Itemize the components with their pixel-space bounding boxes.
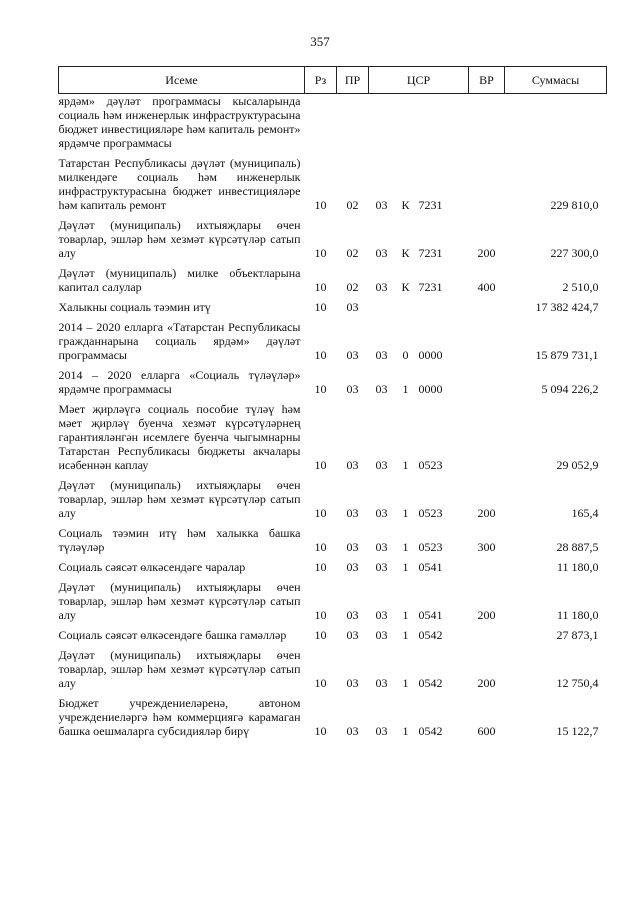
header-rz: Рз xyxy=(305,67,337,94)
row-vr: 600 xyxy=(477,724,496,738)
row-rz: 10 xyxy=(314,724,327,738)
row-amount: 165,4 xyxy=(571,506,599,520)
row-csr-direction: 0000 xyxy=(418,382,443,396)
row-csr-subprogram: 1 xyxy=(402,628,409,642)
row-csr-direction: 7231 xyxy=(418,198,443,212)
row-csr-direction: 0523 xyxy=(418,506,443,520)
row-name: Татарстан Республикасы дәүләт (муниципаль) милкендәге социаль һәм инженерлык инфраструктурасына бюджет инвестицияләре һәм капиталь ремонт xyxy=(58,156,301,212)
table-row xyxy=(59,402,607,472)
row-rz: 10 xyxy=(314,608,327,622)
row-csr-program: 03 xyxy=(375,506,388,520)
row-pr: 03 xyxy=(346,300,359,314)
row-rz: 10 xyxy=(314,198,327,212)
row-csr-subprogram xyxy=(395,94,417,151)
row-csr-direction: 7231 xyxy=(418,246,443,260)
row-csr-program: 03 xyxy=(375,724,388,738)
table-row xyxy=(59,300,607,314)
row-csr-direction: 7231 xyxy=(418,280,443,294)
header-name: Исеме xyxy=(59,67,305,94)
row-csr-direction xyxy=(417,300,469,314)
page-number: 357 xyxy=(310,34,330,49)
row-amount: 11 180,0 xyxy=(556,560,599,574)
row-amount: 29 052,9 xyxy=(556,458,599,472)
row-vr: 300 xyxy=(477,540,496,554)
row-csr-subprogram: К xyxy=(401,280,410,294)
row-vr xyxy=(469,300,505,314)
row-vr: 200 xyxy=(477,676,496,690)
table-row xyxy=(59,696,607,738)
row-vr xyxy=(469,156,505,212)
row-csr-subprogram: 1 xyxy=(402,540,409,554)
row-csr-direction: 0000 xyxy=(418,348,443,362)
row-csr-program: 03 xyxy=(375,382,388,396)
row-amount: 5 094 226,2 xyxy=(541,382,599,396)
row-pr: 03 xyxy=(346,628,359,642)
row-csr-direction xyxy=(417,94,469,151)
row-csr-program: 03 xyxy=(375,280,388,294)
row-pr: 03 xyxy=(346,506,359,520)
row-amount: 17 382 424,7 xyxy=(535,300,599,314)
table-body xyxy=(59,94,607,739)
table-row xyxy=(59,526,607,554)
row-csr-program xyxy=(369,300,395,314)
header-pr: ПР xyxy=(337,67,369,94)
row-csr-subprogram: К xyxy=(401,198,410,212)
row-vr xyxy=(469,368,505,396)
row-name: Социаль сәясәт өлкәсендәге башка гамәлләр xyxy=(58,628,287,642)
row-vr: 200 xyxy=(477,246,496,260)
row-amount: 27 873,1 xyxy=(556,628,599,642)
row-rz: 10 xyxy=(314,382,327,396)
row-vr: 400 xyxy=(477,280,496,294)
row-csr-subprogram xyxy=(395,300,417,314)
header-vr: ВР xyxy=(469,67,505,94)
row-amount: 12 750,4 xyxy=(556,676,599,690)
row-name: Дәүләт (муниципаль) ихтыяҗлары өчен товарлар, эшләр һәм хезмәт күрсәтүләр сатып алу xyxy=(58,218,301,260)
table-row xyxy=(59,478,607,520)
row-pr: 02 xyxy=(346,198,359,212)
row-csr-direction: 0542 xyxy=(418,676,443,690)
row-csr-program: 03 xyxy=(375,246,388,260)
table-row xyxy=(59,648,607,690)
row-csr-subprogram: К xyxy=(401,246,410,260)
row-pr: 03 xyxy=(346,348,359,362)
row-pr: 03 xyxy=(346,676,359,690)
row-rz: 10 xyxy=(314,280,327,294)
row-rz: 10 xyxy=(314,628,327,642)
row-csr-program: 03 xyxy=(375,676,388,690)
row-name: 2014 – 2020 елларга «Татарстан Республикасы гражданнарына социаль ярдәм» дәүләт программасы xyxy=(58,320,301,362)
table-row xyxy=(59,368,607,396)
row-csr-direction: 0542 xyxy=(418,724,443,738)
row-name: ярдәм» дәүләт программасы кысаларында социаль һәм инженерлык инфраструктурасына бюджет инвестицияләре һәм капиталь ремонт» ярдәмче программасы xyxy=(58,94,301,150)
row-csr-program: 03 xyxy=(375,540,388,554)
row-pr: 02 xyxy=(346,280,359,294)
row-amount xyxy=(505,94,607,151)
row-name: Халыкны социаль тәэмин итү xyxy=(58,300,211,314)
row-name: Мәет җирләүгә социаль пособие түләү һәм мәет җирләү буенча хезмәт күрсәтүләрнең гарантияләнгән исемлеге буенча чыгымнарны Татарстан Республикасы бюджеты акчалары исәбеннән каплау xyxy=(58,402,301,472)
row-rz: 10 xyxy=(314,300,327,314)
row-rz xyxy=(305,94,337,151)
row-name: Социаль тәэмин итү һәм халыкка башка түләүләр xyxy=(58,526,301,554)
row-csr-program: 03 xyxy=(375,628,388,642)
row-amount: 15 879 731,1 xyxy=(535,348,599,362)
row-csr-subprogram: 1 xyxy=(402,676,409,690)
row-csr-direction: 0523 xyxy=(418,458,443,472)
row-pr: 03 xyxy=(346,458,359,472)
row-rz: 10 xyxy=(314,458,327,472)
header-csr: ЦСР xyxy=(369,67,469,94)
row-amount: 28 887,5 xyxy=(556,540,599,554)
row-csr-subprogram: 1 xyxy=(402,506,409,520)
row-csr-subprogram: 1 xyxy=(402,382,409,396)
row-vr: 200 xyxy=(477,506,496,520)
row-pr: 03 xyxy=(346,540,359,554)
table-row xyxy=(59,560,607,574)
row-csr-program: 03 xyxy=(375,560,388,574)
row-csr-direction: 0542 xyxy=(418,628,443,642)
row-rz: 10 xyxy=(314,348,327,362)
row-vr: 200 xyxy=(477,608,496,622)
row-amount: 15 122,7 xyxy=(556,724,599,738)
row-csr-subprogram: 1 xyxy=(402,458,409,472)
row-csr-program: 03 xyxy=(375,348,388,362)
row-name: Социаль сәясәт өлкәсендәге чаралар xyxy=(58,560,246,574)
row-amount: 2 510,0 xyxy=(562,280,599,294)
row-name: Дәүләт (муниципаль) ихтыяҗлары өчен товарлар, эшләр һәм хезмәт күрсәтүләр сатып алу xyxy=(58,648,301,690)
row-name: Дәүләт (муниципаль) ихтыяҗлары өчен товарлар, эшләр һәм хезмәт күрсәтүләр сатып алу xyxy=(58,580,301,622)
row-pr: 03 xyxy=(346,382,359,396)
row-pr: 03 xyxy=(346,560,359,574)
row-vr xyxy=(469,628,505,642)
row-csr-direction: 0541 xyxy=(418,608,443,622)
row-rz: 10 xyxy=(314,560,327,574)
table-row xyxy=(59,94,607,151)
row-rz: 10 xyxy=(314,506,327,520)
row-pr: 02 xyxy=(346,246,359,260)
row-rz: 10 xyxy=(314,540,327,554)
table-row xyxy=(59,156,607,212)
budget-table xyxy=(58,66,607,738)
row-csr-subprogram: 1 xyxy=(402,724,409,738)
row-csr-direction: 0523 xyxy=(418,540,443,554)
row-vr xyxy=(469,402,505,472)
row-pr xyxy=(337,94,369,151)
row-vr xyxy=(469,560,505,574)
row-csr-program: 03 xyxy=(375,458,388,472)
row-amount: 229 810,0 xyxy=(550,198,599,212)
row-csr-subprogram: 0 xyxy=(402,348,409,362)
row-csr-program: 03 xyxy=(375,198,388,212)
row-csr-program xyxy=(369,94,395,151)
row-name: Дәүләт (муниципаль) милке объектларына капитал салулар xyxy=(58,266,301,294)
row-amount: 227 300,0 xyxy=(550,246,599,260)
row-csr-subprogram: 1 xyxy=(402,560,409,574)
row-vr xyxy=(469,320,505,362)
row-amount: 11 180,0 xyxy=(556,608,599,622)
table-header xyxy=(59,67,607,94)
row-name: Дәүләт (муниципаль) ихтыяҗлары өчен товарлар, эшләр һәм хезмәт күрсәтүләр сатып алу xyxy=(58,478,301,520)
row-name: Бюджет учреждениеләренә, автоном учреждениеләргә һәм коммерциягә карамаган башка оешмаларга субсидияләр бирү xyxy=(58,696,301,738)
row-vr xyxy=(469,94,505,151)
row-name: 2014 – 2020 елларга «Социаль түләүләр» ярдәмче программасы xyxy=(58,368,301,396)
row-csr-direction: 0541 xyxy=(418,560,443,574)
table-row xyxy=(59,218,607,260)
row-csr-subprogram: 1 xyxy=(402,608,409,622)
table-row xyxy=(59,320,607,362)
table-row xyxy=(59,628,607,642)
row-pr: 03 xyxy=(346,724,359,738)
header-amount: Суммасы xyxy=(505,67,607,94)
row-rz: 10 xyxy=(314,246,327,260)
row-pr: 03 xyxy=(346,608,359,622)
row-csr-program: 03 xyxy=(375,608,388,622)
table-row xyxy=(59,580,607,622)
row-rz: 10 xyxy=(314,676,327,690)
table-row xyxy=(59,266,607,294)
